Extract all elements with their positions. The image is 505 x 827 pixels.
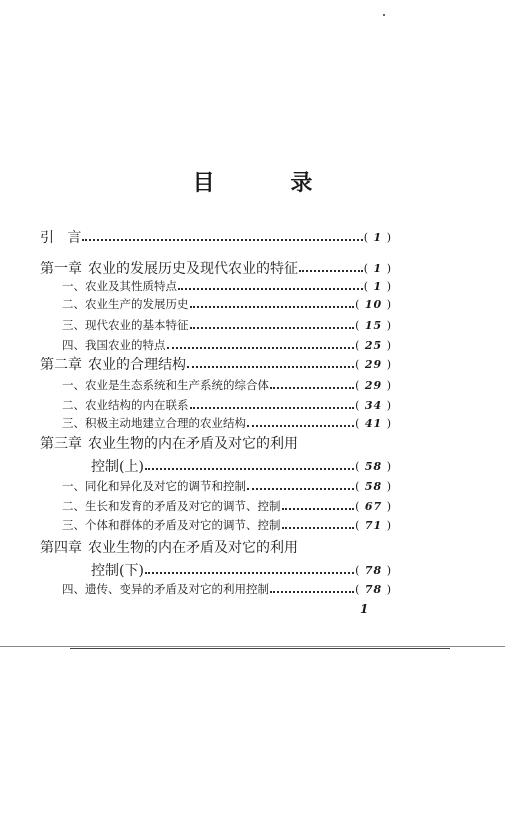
page-ref: ( 25 ) [355,338,392,352]
section-title: 二、农业生产的发展历史 [62,297,189,311]
dot-leader [190,407,355,409]
section-title: 一、同化和异化及对它的调节和控制 [62,479,246,493]
chapter-title: 农业生物的内在矛盾及对它的利用 [88,540,298,556]
dot-leader [167,347,355,349]
page-title: 目 录 [192,171,347,196]
toc-chapter-3[interactable] [40,433,298,453]
section-title: 三、个体和群体的矛盾及对它的调节、控制 [62,518,281,532]
page-ref: ( 10 ) [355,297,392,311]
chapter-number: 第四章 [40,540,82,556]
page-number: 1 [360,602,369,616]
page-ref: ( 29 ) [355,378,392,392]
page-ref: ( 78 ) [355,582,392,596]
toc-section[interactable] [62,374,392,396]
dot-leader [270,387,354,389]
page-ref: ( 78 ) [355,563,392,577]
dot-leader [247,488,354,490]
dot-leader [145,572,354,574]
page-ref: ( 41 ) [355,416,392,430]
dot-leader [190,327,355,329]
dot-leader [190,306,355,308]
chapter-number: 第二章 [40,357,82,373]
chapter-title-cont: 控制(上) [91,459,144,475]
page-ref: ( 58 ) [355,479,392,493]
page-ref: ( 71 ) [355,518,392,532]
dot-leader [270,591,354,593]
toc-chapter-4[interactable] [40,537,298,557]
page-edge-rule-dark [70,648,450,649]
section-title: 一、农业是生态系统和生产系统的综合体 [62,378,269,392]
chapter-title-cont: 控制(下) [91,563,144,579]
section-title: 二、农业结构的内在联系 [62,398,189,412]
toc-section[interactable] [62,314,392,336]
chapter-number: 第一章 [40,261,82,277]
dot-leader [247,425,354,427]
dot-leader [282,527,355,529]
page-ref: ( 29 ) [355,357,392,371]
toc-entry-intro[interactable] [40,226,392,248]
dot-leader [82,239,362,241]
page-ref: ( 1 ) [363,279,392,293]
page-ref: ( 67 ) [355,499,392,513]
toc-chapter-2[interactable] [40,353,392,375]
scan-speck [383,14,385,16]
dot-leader [282,508,355,510]
dot-leader [145,468,354,470]
toc-section[interactable] [62,412,392,434]
toc-section[interactable] [62,578,392,600]
section-title: 四、我国农业的特点 [62,338,166,352]
section-title: 三、现代农业的基本特征 [62,318,189,332]
page-ref: ( 1 ) [363,261,392,275]
toc-chapter-3-cont[interactable] [91,455,392,477]
toc-section[interactable] [62,514,392,536]
chapter-title: 农业的发展历史及现代农业的特征 [88,261,298,277]
chapter-title: 农业生物的内在矛盾及对它的利用 [88,436,298,452]
dot-leader [299,270,363,272]
chapter-number: 第三章 [40,436,82,452]
page-ref: ( 58 ) [355,459,392,473]
dot-leader [187,366,354,368]
page-edge-rule [0,646,505,647]
chapter-title: 农业的合理结构 [88,357,186,373]
section-title: 三、积极主动地建立合理的农业结构 [62,416,246,430]
section-title: 一、农业及其性质特点 [62,279,177,293]
page-ref: ( 34 ) [355,398,392,412]
section-title: 二、生长和发育的矛盾及对它的调节、控制 [62,499,281,513]
page-ref: ( 1 ) [363,230,392,244]
dot-leader [178,288,363,290]
toc-section[interactable] [62,475,392,497]
section-title: 四、遗传、变异的矛盾及对它的利用控制 [62,582,269,596]
toc-section[interactable] [62,293,392,315]
page-ref: ( 15 ) [355,318,392,332]
toc-entry-label: 引 言 [40,230,82,246]
